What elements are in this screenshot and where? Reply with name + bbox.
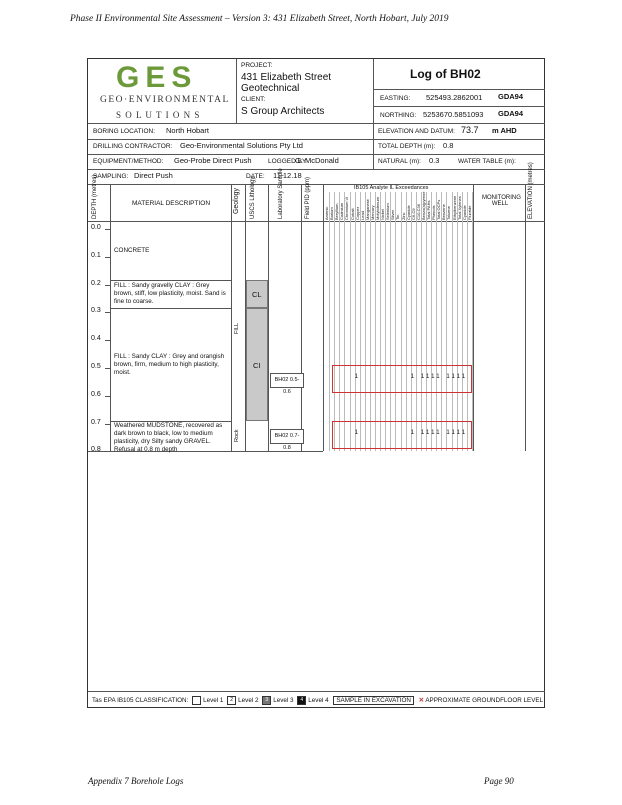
analyte-label: Chromium VI [344,196,350,220]
drilling-contractor-value: Geo-Environmental Solutions Pty Ltd [180,141,303,150]
legend-groundfloor: APPROXIMATE GROUNDFLOOR LEVEL [425,697,544,705]
logged-by-label: LOGGED BY [268,158,307,165]
col-monitoring: MONITORING WELL [482,195,521,207]
analyte-col-line [401,192,402,451]
depth-tick-label: 0.0 [91,224,101,231]
easting-datum: GDA94 [498,92,524,101]
col-analytes-title: IB105 Analyte IL Exceedances [354,185,429,191]
analyte-label: Phenols [431,205,437,220]
exceedance-mark: 1 [420,430,425,436]
depth-tick [105,257,110,258]
equipment-label: EQUIPMENT/METHOD: [93,158,164,165]
natural-label: NATURAL (m): [378,158,421,165]
natural-value: 0.3 [429,156,440,165]
legend-level2-box: 2 [227,696,236,705]
analyte-col-line [329,192,330,451]
exceedance-mark: 1 [354,374,358,380]
analyte-label: Beryllium [334,203,340,220]
exceedance-mark: 1 [354,430,358,436]
project-line2: Geotechnical [241,83,300,94]
col-elevation: ELEVATION (metres) [528,162,534,219]
legend-level3-box: 3 [262,696,271,705]
boring-location-label: BORING LOCATION: [93,128,155,135]
analyte-col-line [472,192,473,451]
exceedance-mark: 1 [456,430,460,436]
analyte-col-line [441,192,442,451]
northing-value: 5253670.5851093 [423,110,484,119]
legend-level4: Level 4 [308,697,329,705]
analyte-label: Tin [395,214,401,220]
depth-tick [105,368,110,369]
legend [92,696,543,705]
elevation-unit: m AHD [492,126,517,135]
analyte-col-line [467,192,468,451]
analyte-label: Cyanide [461,205,467,220]
analyte-label: Mercury [369,205,375,220]
depth-tick [105,424,110,425]
northing-datum: GDA94 [498,109,524,118]
analyte-col-line [350,192,351,451]
col-uscs: USCS Lithology [250,176,256,219]
col-geology: Geology [233,187,240,215]
exceedance-mark: 1 [426,374,430,380]
drilling-contractor-label: DRILLING CONTRACTOR: [93,143,173,150]
depth-tick-label: 0.1 [91,251,101,259]
depth-tick [105,285,110,286]
analyte-label: Cyanide [405,205,411,220]
analyte-label: Nickel [380,209,386,220]
sample-bh02-0.5: BH02 0.5-0.6 [270,373,304,388]
depth-tick-label: 0.6 [91,390,101,398]
client-value: S Group Architects [241,106,325,117]
logo [88,59,236,123]
exceedance-mark: 1 [410,374,415,380]
legend-level1: Level 1 [203,697,224,705]
legend-level2: Level 2 [238,697,259,705]
depth-tick-label: 0.7 [91,418,101,426]
analyte-col-line [385,192,386,451]
depth-tick-label: 0.8 [91,446,101,454]
analyte-label: Cobalt [349,208,355,220]
exceedance-mark: 1 [436,430,440,436]
depth-tick [105,340,110,341]
analyte-col-line [390,192,391,451]
col-depth: DEPTH (metres) [92,174,98,219]
geology-fill: FILL [234,322,240,334]
analyte-label: Barium [329,207,335,220]
layer-concrete: CONCRETE [114,247,150,254]
analyte-col-line [406,192,407,451]
logo-line2: S O L U T I O N S [116,110,201,120]
analyte-label: Molybdenum [375,197,380,220]
exceedance-mark: 1 [461,374,466,380]
borehole-log-sheet [87,58,545,708]
analyte-label: Benzene [441,204,447,220]
date-label: DATE: [246,173,265,180]
total-depth-label: TOTAL DEPTH (m): [378,143,436,150]
page-footer-left: Appendix 7 Borehole Logs [88,776,184,786]
analyte-label: Arsenic [324,206,329,220]
exceedance-mark: 1 [426,430,430,436]
logo-line1: GEO·ENVIRONMENTAL [100,95,230,105]
analyte-col-line [416,192,417,451]
col-pid: Field PID (ppm) [305,176,311,219]
analyte-col-line [375,192,376,451]
analyte-label: Fluoride [466,205,472,220]
page-header: Phase II Environmental Site Assessment – Version 3: 431 Elizabeth Street, North Hobart, July 2019 [70,14,449,24]
analyte-col-line [365,192,366,451]
analyte-col-line [334,192,335,451]
log-title: Log of BH02 [410,67,481,81]
layer-fill-clay-gravel: FILL : Sandy gravelly CLAY : Grey brown, stiff, low plasticity, moist. Sand is fine to coarse. [114,282,226,305]
legend-level4-box: 4 [297,696,306,705]
analyte-col-line [380,192,381,451]
logo-letters: GES [116,61,198,94]
depth-tick-label: 0.5 [91,363,101,370]
analyte-col-line [452,192,453,451]
depth-tick-label: 0.4 [91,335,101,343]
analyte-label: Total PAHs [426,200,431,220]
page-footer-right: Page 90 [484,776,514,786]
legend-level1-box [192,696,201,705]
water-table-label: WATER TABLE (m): [458,158,516,165]
total-depth-value: 0.8 [443,141,454,150]
sampling-value: Direct Push [134,171,173,180]
easting-label: EASTING: [380,95,411,102]
depth-tick-label: 0.3 [91,307,101,315]
depth-tick [105,229,110,230]
exceedance-mark: 1 [420,374,425,380]
legend-level3: Level 3 [273,697,294,705]
project-line1: 431 Elizabeth Street [241,72,332,83]
exceedance-mark: 1 [446,430,450,436]
legend-title: Tas EPA IB105 CLASSIFICATION: [92,697,189,705]
analyte-label: Copper [354,206,360,220]
exceedance-mark: 1 [431,374,435,380]
elevation-label: ELEVATION AND DATUM: [378,128,455,135]
uscs-fill-ci: CI [246,308,268,421]
exceedance-mark: 1 [436,374,440,380]
exceedance-mark: 1 [431,430,435,436]
equipment-value: Geo-Probe Direct Push [174,156,252,165]
boring-location-value: North Hobart [166,126,209,135]
analyte-label: C10-C36 [415,203,421,220]
date-value: 11.12.18 [273,171,302,180]
analyte-label: Total OCPs [436,199,442,220]
analyte-label: Zinc [400,212,406,220]
client-label: CLIENT: [241,96,266,103]
logged-by-value: G. McDonald [295,156,339,165]
analyte-col-line [339,192,340,451]
analyte-label: C6-C9 [410,208,416,220]
northing-label: NORTHING: [380,112,417,119]
depth-tick [105,312,110,313]
analyte-label: Total Xylenes [456,196,462,220]
exceedance-mark: 1 [451,374,455,380]
project-label: PROJECT: [241,62,273,69]
easting-value: 525493.2862001 [426,93,483,102]
layer-fill-sandy-clay: FILL : Sandy CLAY : Grey and orangish brown, firm, medium to high plasticity, moist. [114,353,225,376]
exceedance-mark: 1 [461,430,466,436]
elevation-value: 73.7 [461,125,479,135]
analyte-col-line [355,192,356,451]
col-lab-sample: Laboratory Sample [278,168,284,219]
analyte-label: Ethylbenzene [451,195,457,220]
depth-tick [105,396,110,397]
analyte-col-line [360,192,361,451]
exceedance-mark: 1 [456,374,460,380]
analyte-label: Benzo(a)pyrene [420,191,426,220]
depth-tick-label: 0.2 [91,279,101,287]
legend-x-mark-icon: ✕ [418,697,424,705]
col-material: MATERIAL DESCRIPTION [132,200,211,207]
exceedance-mark: 1 [410,430,415,436]
analyte-col-line [457,192,458,451]
legend-sample-in-excavation: SAMPLE IN EXCAVATION [333,696,414,705]
analyte-col-line [395,192,396,451]
exceedance-mark: 1 [451,430,455,436]
geology-rock: Rock [234,429,240,442]
analyte-label: Selenium [385,203,391,220]
uscs-fill-cl: CL [246,280,268,308]
analyte-col-line [344,192,345,451]
exceedance-mark: 1 [446,374,450,380]
analyte-col-line [370,192,371,451]
layer-mudstone: Weathered MUDSTONE, recovered as dark brown to black, low to medium plasticity, dry Silty sandy GRAVEL. Refusal at 0.8 m depth [114,422,223,453]
analyte-label: Toluene [446,205,452,220]
analyte-label: Silver [390,209,396,220]
analyte-label: Lead [359,211,365,220]
sampling-label: SAMPLING: [93,173,129,180]
analyte-label: Manganese [364,199,370,220]
sample-bh02-0.7: BH02 0.7-0.8 [270,429,304,444]
analyte-label: Cadmium [339,202,345,220]
